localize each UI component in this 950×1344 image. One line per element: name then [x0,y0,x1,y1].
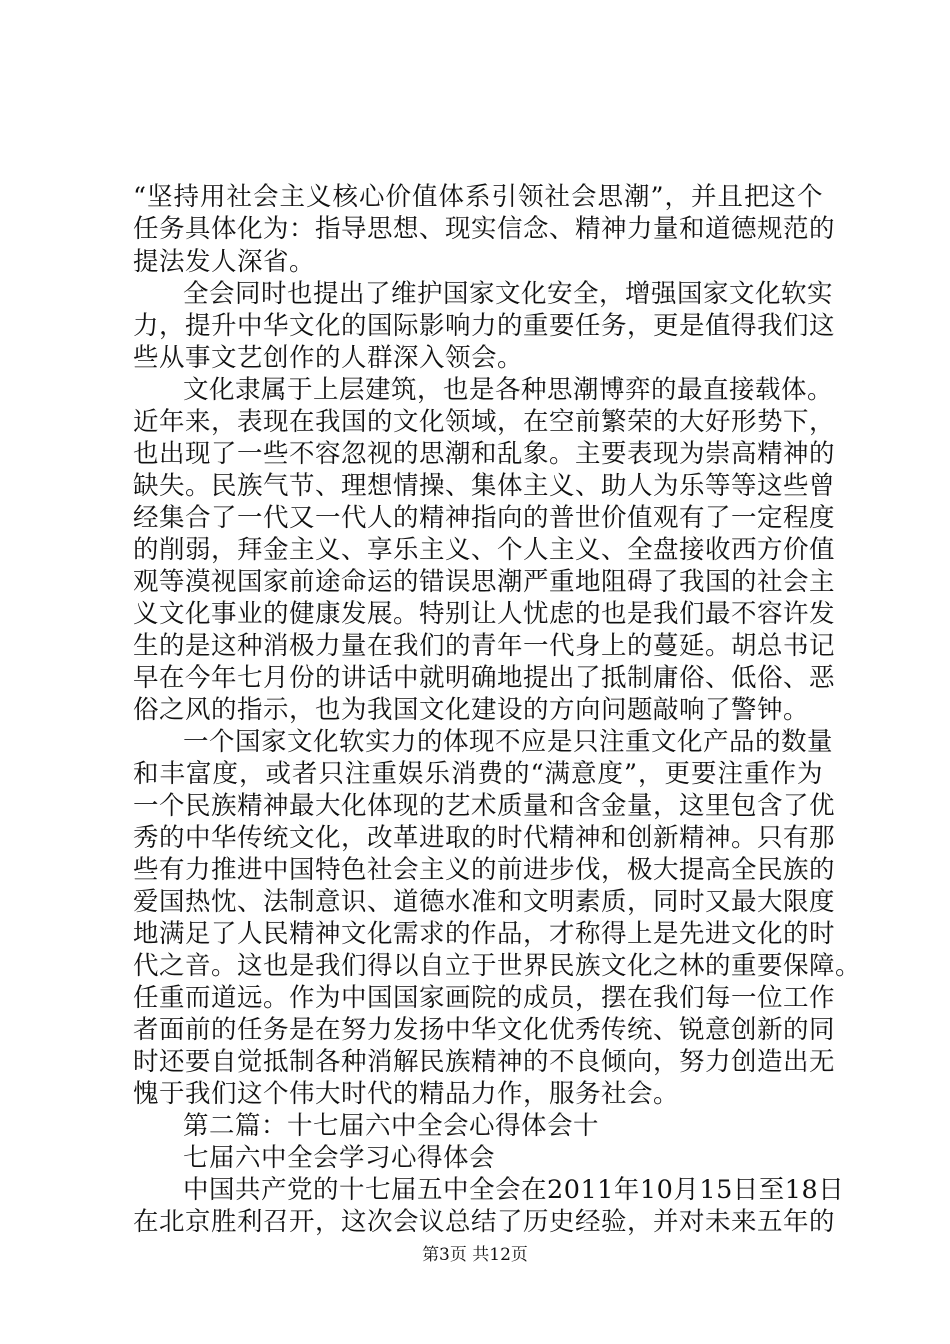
text-line: 和丰富度，或者只注重娱乐消费的“满意度”，更要注重作为 [133,759,823,789]
text-line: 一个民族精神最大化体现的艺术质量和含金量，这里包含了优 [133,791,836,821]
text-line: 也出现了一些不容忽视的思潮和乱象。主要表现为崇高精神的 [133,439,836,469]
text-line: 近年来，表现在我国的文化领域，在空前繁荣的大好形势下， [133,407,836,437]
text-line: 些有力推进中国特色社会主义的前进步伐，极大提高全民族的 [133,855,836,885]
text-line: 早在今年七月份的讲话中就明确地提出了抵制庸俗、低俗、恶 [133,663,836,693]
text-line: 文化隶属于上层建筑，也是各种思潮博弈的最直接载体。 [183,375,834,405]
text-line: 些从事文艺创作的人群深入领会。 [133,343,524,373]
text-line: 任务具体化为：指导思想、现实信念、精神力量和道德规范的 [133,214,836,244]
text-line: 代之音。这也是我们得以自立于世界民族文化之林的重要保障。 [133,951,862,981]
text-line: 一个国家文化软实力的体现不应是只注重文化产品的数量 [183,727,834,757]
text-line: 生的是这种消极力量在我们的青年一代身上的蔓延。胡总书记 [133,631,836,661]
text-line: 任重而道远。作为中国国家画院的成员，摆在我们每一位工作 [133,983,836,1013]
page-footer: 第3页 共12页 [422,1245,528,1265]
text-line: 俗之风的指示，也为我国文化建设的方向问题敲响了警钟。 [133,695,810,725]
text-line: 缺失。民族气节、理想情操、集体主义、助人为乐等等这些曾 [133,471,836,501]
text-line: 全会同时也提出了维护国家文化安全，增强国家文化软实 [183,279,834,309]
text-line: 爱国热忱、法制意识、道德水准和文明素质，同时又最大限度 [133,887,836,917]
text-line: 义文化事业的健康发展。特别让人忧虑的也是我们最不容许发 [133,599,836,629]
text-line: 第二篇：十七届六中全会心得体会十 [183,1111,600,1141]
text-line: 秀的中华传统文化，改革进取的时代精神和创新精神。只有那 [133,823,836,853]
text-line: “坚持用社会主义核心价值体系引领社会思潮”，并且把这个 [133,182,823,212]
text-line: 地满足了人民精神文化需求的作品，才称得上是先进文化的时 [133,919,836,949]
text-line: 时还要自觉抵制各种消解民族精神的不良倾向，努力创造出无 [133,1047,836,1077]
text-line: 中国共产党的十七届五中全会在2011年10月15日至18日 [183,1175,845,1205]
text-line: 七届六中全会学习心得体会 [183,1143,496,1173]
text-line: 愧于我们这个伟大时代的精品力作，服务社会。 [133,1079,680,1109]
text-line: 观等漠视国家前途命运的错误思潮严重地阻碍了我国的社会主 [133,567,836,597]
text-line: 在北京胜利召开，这次会议总结了历史经验，并对未来五年的 [133,1207,836,1237]
text-line: 者面前的任务是在努力发扬中华文化优秀传统、锐意创新的同 [133,1015,836,1045]
text-line: 的削弱，拜金主义、享乐主义、个人主义、全盘接收西方价值 [133,535,836,565]
text-line: 力，提升中华文化的国际影响力的重要任务，更是值得我们这 [133,311,836,341]
text-line: 提法发人深省。 [133,247,316,277]
text-line: 经集合了一代又一代人的精神指向的普世价值观有了一定程度 [133,503,836,533]
